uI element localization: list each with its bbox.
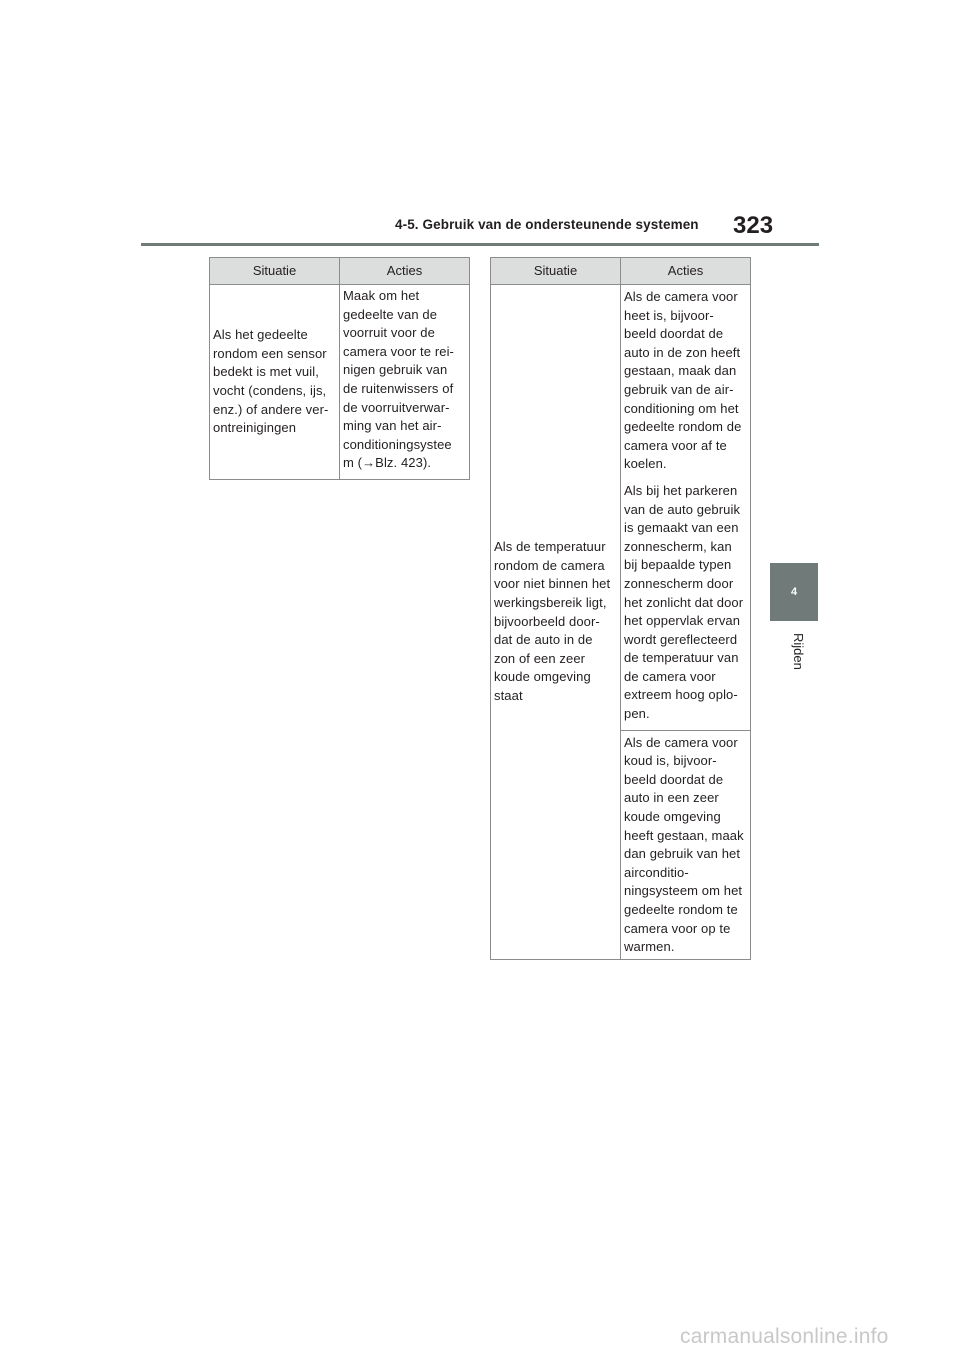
action-cell: Maak om het gedeelte van de voorruit voor de camera voor te rei-nigen gebruik van de ruitenwissers of de voorruitverwar-ming van het air-conditioningsystee m (→Blz. 423).: [340, 285, 470, 480]
action-hot-paragraph-2: Als bij het parkeren van de auto gebruik is gemaakt van een zonnescherm, kan bij bepaalde typen zonnescherm door het zonlicht dat door het oppervlak ervan wordt gereflecteerd de temperatuur van de camera voor extreem hoog oplo-pen.: [624, 482, 744, 722]
table-row: [491, 285, 751, 731]
header-situation: Situatie: [491, 258, 621, 285]
table-row: [210, 285, 470, 480]
page-number: 323: [733, 212, 774, 239]
chapter-label: Rijden: [791, 633, 806, 670]
action-cell-hot: [621, 285, 751, 731]
action-cell-cold: Als de camera voor koud is, bijvoor-beeld doordat de auto in een zeer koude omgeving heeft gestaan, maak dan gebruik van het airconditio-ningsysteem om het gedeelte rondom te camera voor op te warmen.: [621, 730, 751, 959]
situation-actions-table-right: [490, 257, 751, 960]
chapter-tab: 4: [770, 563, 818, 621]
table-header-row: [491, 258, 751, 285]
situation-actions-table-left: [209, 257, 470, 480]
situation-cell: Als de temperatuur rondom de camera voor niet binnen het werkingsbereik ligt, bijvoorbeeld door-dat de auto in de zon of een zeer koude omgeving staat: [491, 285, 621, 960]
situation-cell: Als het gedeelte rondom een sensor bedekt is met vuil, vocht (condens, ijs, enz.) of andere ver-ontreinigingen: [210, 285, 340, 480]
watermark: carmanualsonline.info: [680, 1325, 889, 1348]
header-rule: [141, 243, 819, 246]
table-header-row: [210, 258, 470, 285]
section-title: 4-5. Gebruik van de ondersteunende systemen: [395, 217, 699, 232]
header-actions: Acties: [621, 258, 751, 285]
action-hot-paragraph-1: Als de camera voor heet is, bijvoor-beeld doordat de auto in de zon heeft gestaan, maak dan gebruik van de air-conditioning om het gedeelte rondom de camera voor af te koelen.: [624, 289, 742, 472]
header-situation: Situatie: [210, 258, 340, 285]
header-actions: Acties: [340, 258, 470, 285]
